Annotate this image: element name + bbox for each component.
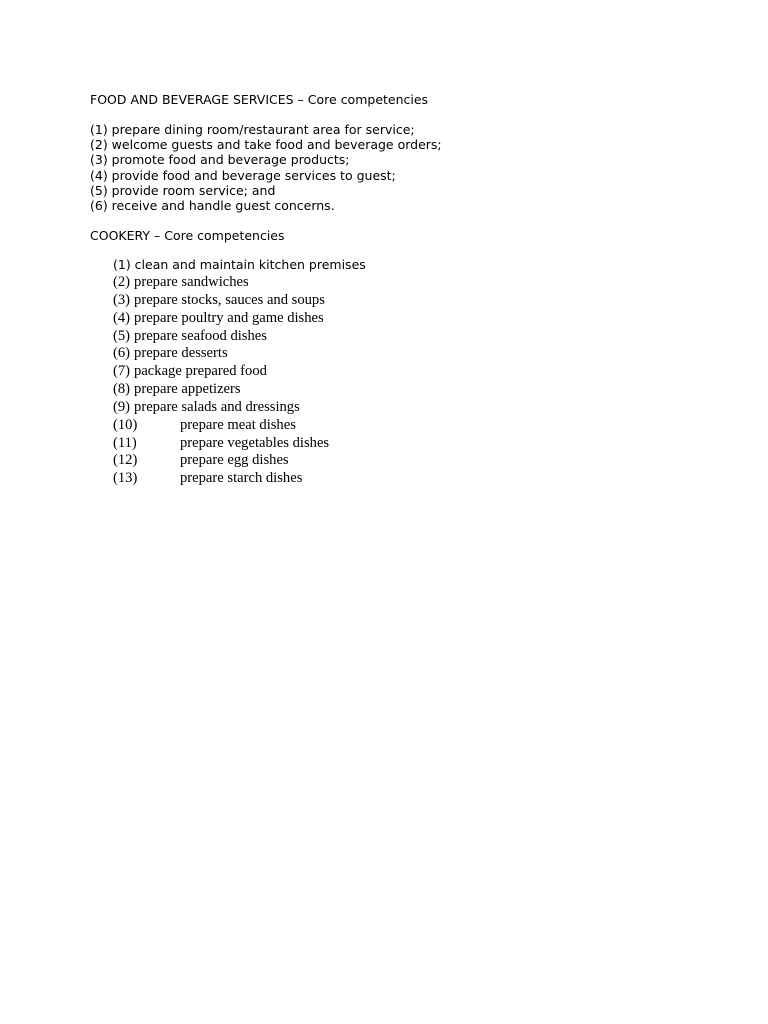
item-number: (11) [113,434,137,451]
list-item: (5) provide room service; and [90,182,276,198]
item-number: (13) [113,470,138,487]
list-item [113,345,329,363]
food-beverage-heading: FOOD AND BEVERAGE SERVICES – Core competencies [90,92,429,107]
list-item [113,310,329,328]
item-text: prepare seafood dishes [134,327,267,344]
list-item [113,274,329,292]
item-number: (5) [113,327,131,344]
list-item: (4) provide food and beverage services to guest; [90,167,396,183]
item-text: prepare starch dishes [180,470,303,487]
cookery-heading: COOKERY – Core competencies [90,228,285,243]
item-number: (9) [113,398,131,415]
list-item [113,328,329,346]
cookery-list [113,274,329,488]
list-item [113,399,329,417]
list-item [113,435,329,453]
item-text: prepare sandwiches [134,274,249,290]
list-item [113,417,329,435]
cookery-first-item: (1) clean and maintain kitchen premises [113,257,366,272]
item-text: prepare appetizers [134,381,241,398]
food-beverage-list [90,122,442,213]
item-text: package prepared food [134,363,267,380]
item-number: (6) [113,345,131,362]
item-text: prepare meat dishes [180,416,296,433]
list-item: (6) receive and handle guest concerns. [90,198,335,214]
list-item: (1) prepare dining room/restaurant area for service; [90,122,415,137]
item-text: prepare poultry and game dishes [134,309,324,326]
list-item [113,381,329,399]
item-text: prepare stocks, sauces and soups [134,291,325,308]
list-item: (3) promote food and beverage products; [90,152,350,168]
item-number: (12) [113,452,138,469]
item-number: (7) [113,363,131,380]
item-number: (10) [113,416,138,433]
item-number: (2) [113,274,131,290]
item-number: (3) [113,291,131,308]
item-text: prepare egg dishes [180,452,289,469]
list-item: (2) welcome guests and take food and beverage orders; [90,137,442,153]
list-item [113,363,329,381]
item-text: prepare desserts [134,345,228,362]
list-item [113,470,329,488]
item-text: prepare vegetables dishes [180,434,330,451]
item-number: (4) [113,309,131,326]
item-text: prepare salads and dressings [134,398,300,415]
list-item [113,292,329,310]
list-item [113,452,329,470]
item-number: (8) [113,381,131,398]
